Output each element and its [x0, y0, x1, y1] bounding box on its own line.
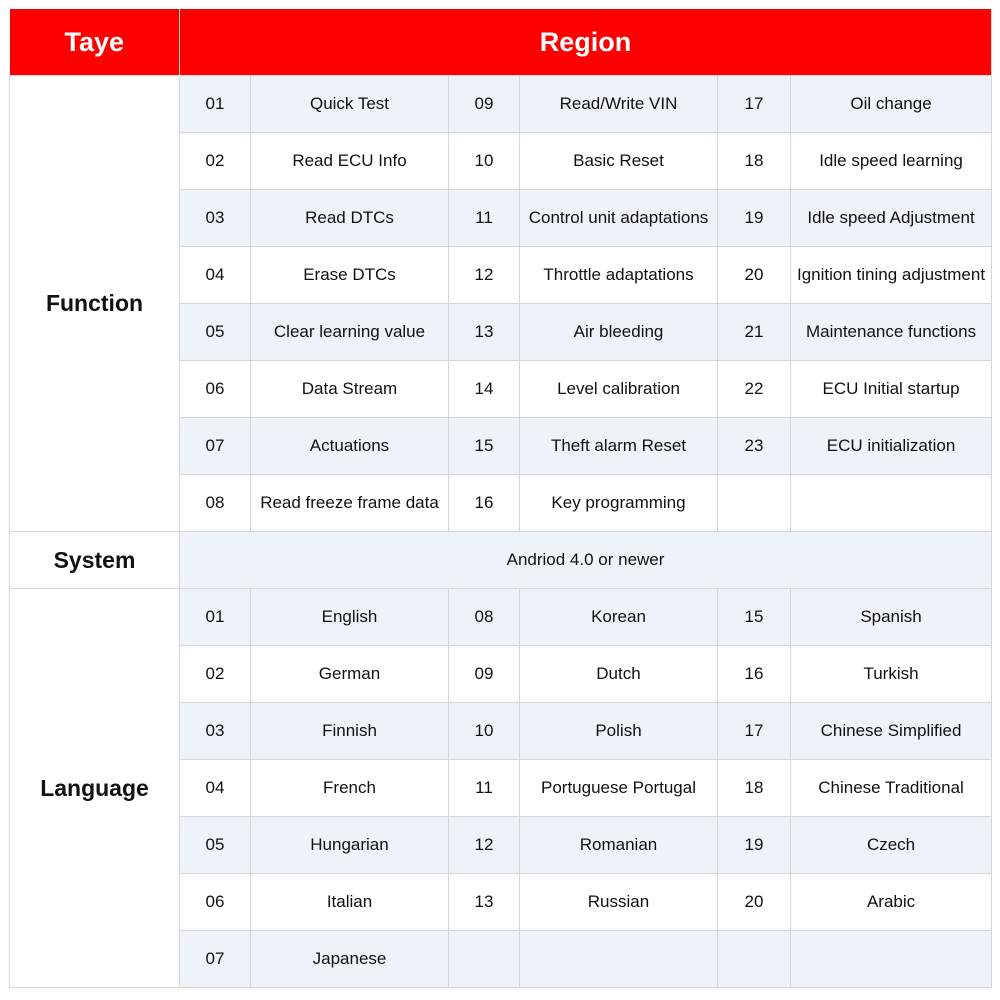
item-number: 16: [449, 475, 520, 532]
item-number: 07: [180, 931, 251, 988]
item-number: 21: [718, 304, 791, 361]
item-name: Russian: [520, 874, 718, 931]
item-number: 10: [449, 133, 520, 190]
table-row: [10, 589, 992, 646]
item-name: Read freeze frame data: [251, 475, 449, 532]
item-number: [449, 931, 520, 988]
item-number: [718, 475, 791, 532]
item-name: Actuations: [251, 418, 449, 475]
item-name: Basic Reset: [520, 133, 718, 190]
item-number: 18: [718, 133, 791, 190]
item-name: Control unit adaptations: [520, 190, 718, 247]
item-number: 09: [449, 76, 520, 133]
item-number: 14: [449, 361, 520, 418]
item-name: Data Stream: [251, 361, 449, 418]
item-name: Read DTCs: [251, 190, 449, 247]
table-body: [10, 76, 992, 988]
item-number: 20: [718, 247, 791, 304]
item-name: Read ECU Info: [251, 133, 449, 190]
item-number: 20: [718, 874, 791, 931]
item-name: Theft alarm Reset: [520, 418, 718, 475]
item-number: 17: [718, 703, 791, 760]
item-number: 18: [718, 760, 791, 817]
item-number: 05: [180, 817, 251, 874]
item-name: ECU Initial startup: [791, 361, 992, 418]
item-number: 09: [449, 646, 520, 703]
item-number: 19: [718, 190, 791, 247]
item-name: Spanish: [791, 589, 992, 646]
table-row: [10, 76, 992, 133]
item-name: Key programming: [520, 475, 718, 532]
item-number: 16: [718, 646, 791, 703]
item-name: Polish: [520, 703, 718, 760]
item-name: Arabic: [791, 874, 992, 931]
item-name: [791, 475, 992, 532]
item-name: Oil change: [791, 76, 992, 133]
item-number: 15: [449, 418, 520, 475]
item-number: 12: [449, 817, 520, 874]
item-name: Italian: [251, 874, 449, 931]
item-number: [718, 931, 791, 988]
item-name: Quick Test: [251, 76, 449, 133]
item-name: Finnish: [251, 703, 449, 760]
item-number: 07: [180, 418, 251, 475]
item-number: 22: [718, 361, 791, 418]
item-name: Level calibration: [520, 361, 718, 418]
language-label: Language: [10, 589, 180, 988]
item-name: Read/Write VIN: [520, 76, 718, 133]
item-name: Ignition tining adjustment: [791, 247, 992, 304]
item-number: 08: [180, 475, 251, 532]
item-number: 02: [180, 133, 251, 190]
item-name: Idle speed Adjustment: [791, 190, 992, 247]
item-number: 13: [449, 304, 520, 361]
item-number: 04: [180, 760, 251, 817]
item-name: Maintenance functions: [791, 304, 992, 361]
item-number: 06: [180, 361, 251, 418]
item-name: Portuguese Portugal: [520, 760, 718, 817]
item-number: 04: [180, 247, 251, 304]
item-number: 08: [449, 589, 520, 646]
item-name: Romanian: [520, 817, 718, 874]
item-number: 23: [718, 418, 791, 475]
item-number: 13: [449, 874, 520, 931]
item-number: 01: [180, 76, 251, 133]
item-name: English: [251, 589, 449, 646]
item-name: [520, 931, 718, 988]
item-name: Erase DTCs: [251, 247, 449, 304]
item-number: 11: [449, 190, 520, 247]
item-name: Hungarian: [251, 817, 449, 874]
item-name: ECU initialization: [791, 418, 992, 475]
item-name: Throttle adaptations: [520, 247, 718, 304]
item-number: 15: [718, 589, 791, 646]
item-number: 19: [718, 817, 791, 874]
header-row: [10, 9, 992, 76]
item-name: Czech: [791, 817, 992, 874]
system-row: [10, 532, 992, 589]
item-name: Dutch: [520, 646, 718, 703]
item-name: Idle speed learning: [791, 133, 992, 190]
item-number: 02: [180, 646, 251, 703]
spec-grid: [9, 9, 992, 988]
item-number: 05: [180, 304, 251, 361]
item-name: Chinese Simplified: [791, 703, 992, 760]
item-number: 10: [449, 703, 520, 760]
item-name: French: [251, 760, 449, 817]
spec-table: [9, 9, 991, 991]
item-name: Japanese: [251, 931, 449, 988]
function-label: Function: [10, 76, 180, 532]
item-name: German: [251, 646, 449, 703]
item-number: 03: [180, 703, 251, 760]
system-label: System: [10, 532, 180, 589]
item-name: Korean: [520, 589, 718, 646]
header-taye: Taye: [10, 9, 180, 76]
item-number: 03: [180, 190, 251, 247]
item-name: Turkish: [791, 646, 992, 703]
item-number: 12: [449, 247, 520, 304]
item-name: Clear learning value: [251, 304, 449, 361]
item-number: 06: [180, 874, 251, 931]
item-name: Chinese Traditional: [791, 760, 992, 817]
item-name: Air bleeding: [520, 304, 718, 361]
system-value: Andriod 4.0 or newer: [180, 532, 992, 589]
item-number: 17: [718, 76, 791, 133]
item-name: [791, 931, 992, 988]
header-region: Region: [180, 9, 992, 76]
item-number: 01: [180, 589, 251, 646]
item-number: 11: [449, 760, 520, 817]
